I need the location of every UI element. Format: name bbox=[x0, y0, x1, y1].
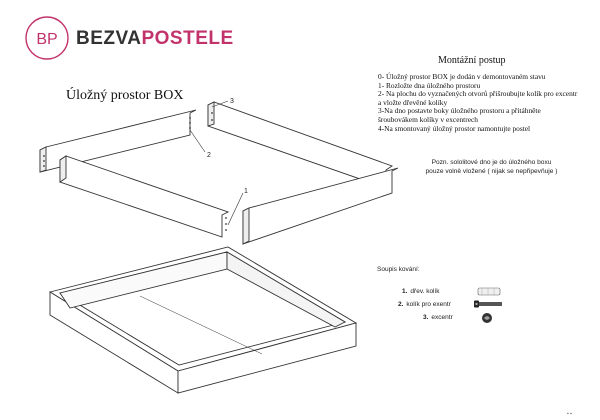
cam-lock-icon bbox=[482, 313, 492, 323]
svg-text:BP: BP bbox=[36, 31, 58, 48]
brand-part-1: BEZVA bbox=[76, 28, 142, 49]
procedure-steps bbox=[378, 73, 578, 133]
hardware-item-3 bbox=[423, 314, 453, 321]
hardware-item-2 bbox=[398, 301, 451, 308]
hardware-item-num: 1. bbox=[402, 288, 408, 295]
step-1: 1- Rozložte dna úložného prostoru bbox=[378, 80, 481, 90]
procedure-title: Montážní postup bbox=[438, 55, 506, 66]
step-0: 0- Úložný prostor BOX je dodán v demontovaném stavu bbox=[378, 72, 546, 81]
brand-logo bbox=[24, 15, 70, 61]
note-line-1: Pozn. sololitové dno je do úložného boxu bbox=[431, 159, 552, 166]
callout-3: 3 bbox=[230, 98, 234, 105]
footer-mark: ▪ ▪ bbox=[567, 411, 572, 417]
procedure-note bbox=[404, 158, 579, 176]
hardware-item-num: 3. bbox=[423, 314, 429, 321]
hardware-item-label: excentr bbox=[431, 314, 453, 321]
brand-name bbox=[76, 28, 234, 50]
diagram-title: Úložný prostor BOX bbox=[66, 88, 184, 103]
exploded-panels bbox=[40, 102, 398, 244]
hardware-item-label: kolík pro exentr bbox=[406, 301, 451, 308]
callout-2: 2 bbox=[207, 152, 211, 159]
hardware-title: Soupis kování: bbox=[377, 266, 420, 273]
step-2: 2- Na plochu do vyznačených otvorů přišroubujte kolík pro excentr a vložte dřevěné kolíky bbox=[378, 89, 578, 107]
right-panel bbox=[243, 168, 398, 244]
hardware-item-label: dřev. kolík bbox=[410, 288, 440, 295]
hardware-item-1 bbox=[402, 288, 440, 295]
dowel-icon bbox=[478, 288, 500, 295]
front-panel bbox=[60, 156, 228, 237]
step-4: 4-Na smontovaný úložný prostor namontujte postel bbox=[378, 123, 531, 133]
brand-part-2: POSTELE bbox=[141, 28, 234, 49]
step-3: 3-Na dno postavte boky úložného prostoru a přitáhněte šroubovákem kolíky v excentrech bbox=[378, 106, 541, 124]
back-side-panel bbox=[208, 102, 392, 188]
assembled-box bbox=[50, 247, 356, 393]
hardware-item-num: 2. bbox=[398, 301, 404, 308]
note-line-2: pouze volně vložené ( nijak se nepřipevňuje ) bbox=[425, 168, 558, 175]
cam-bolt-icon bbox=[474, 301, 502, 308]
callout-1: 1 bbox=[244, 188, 248, 195]
